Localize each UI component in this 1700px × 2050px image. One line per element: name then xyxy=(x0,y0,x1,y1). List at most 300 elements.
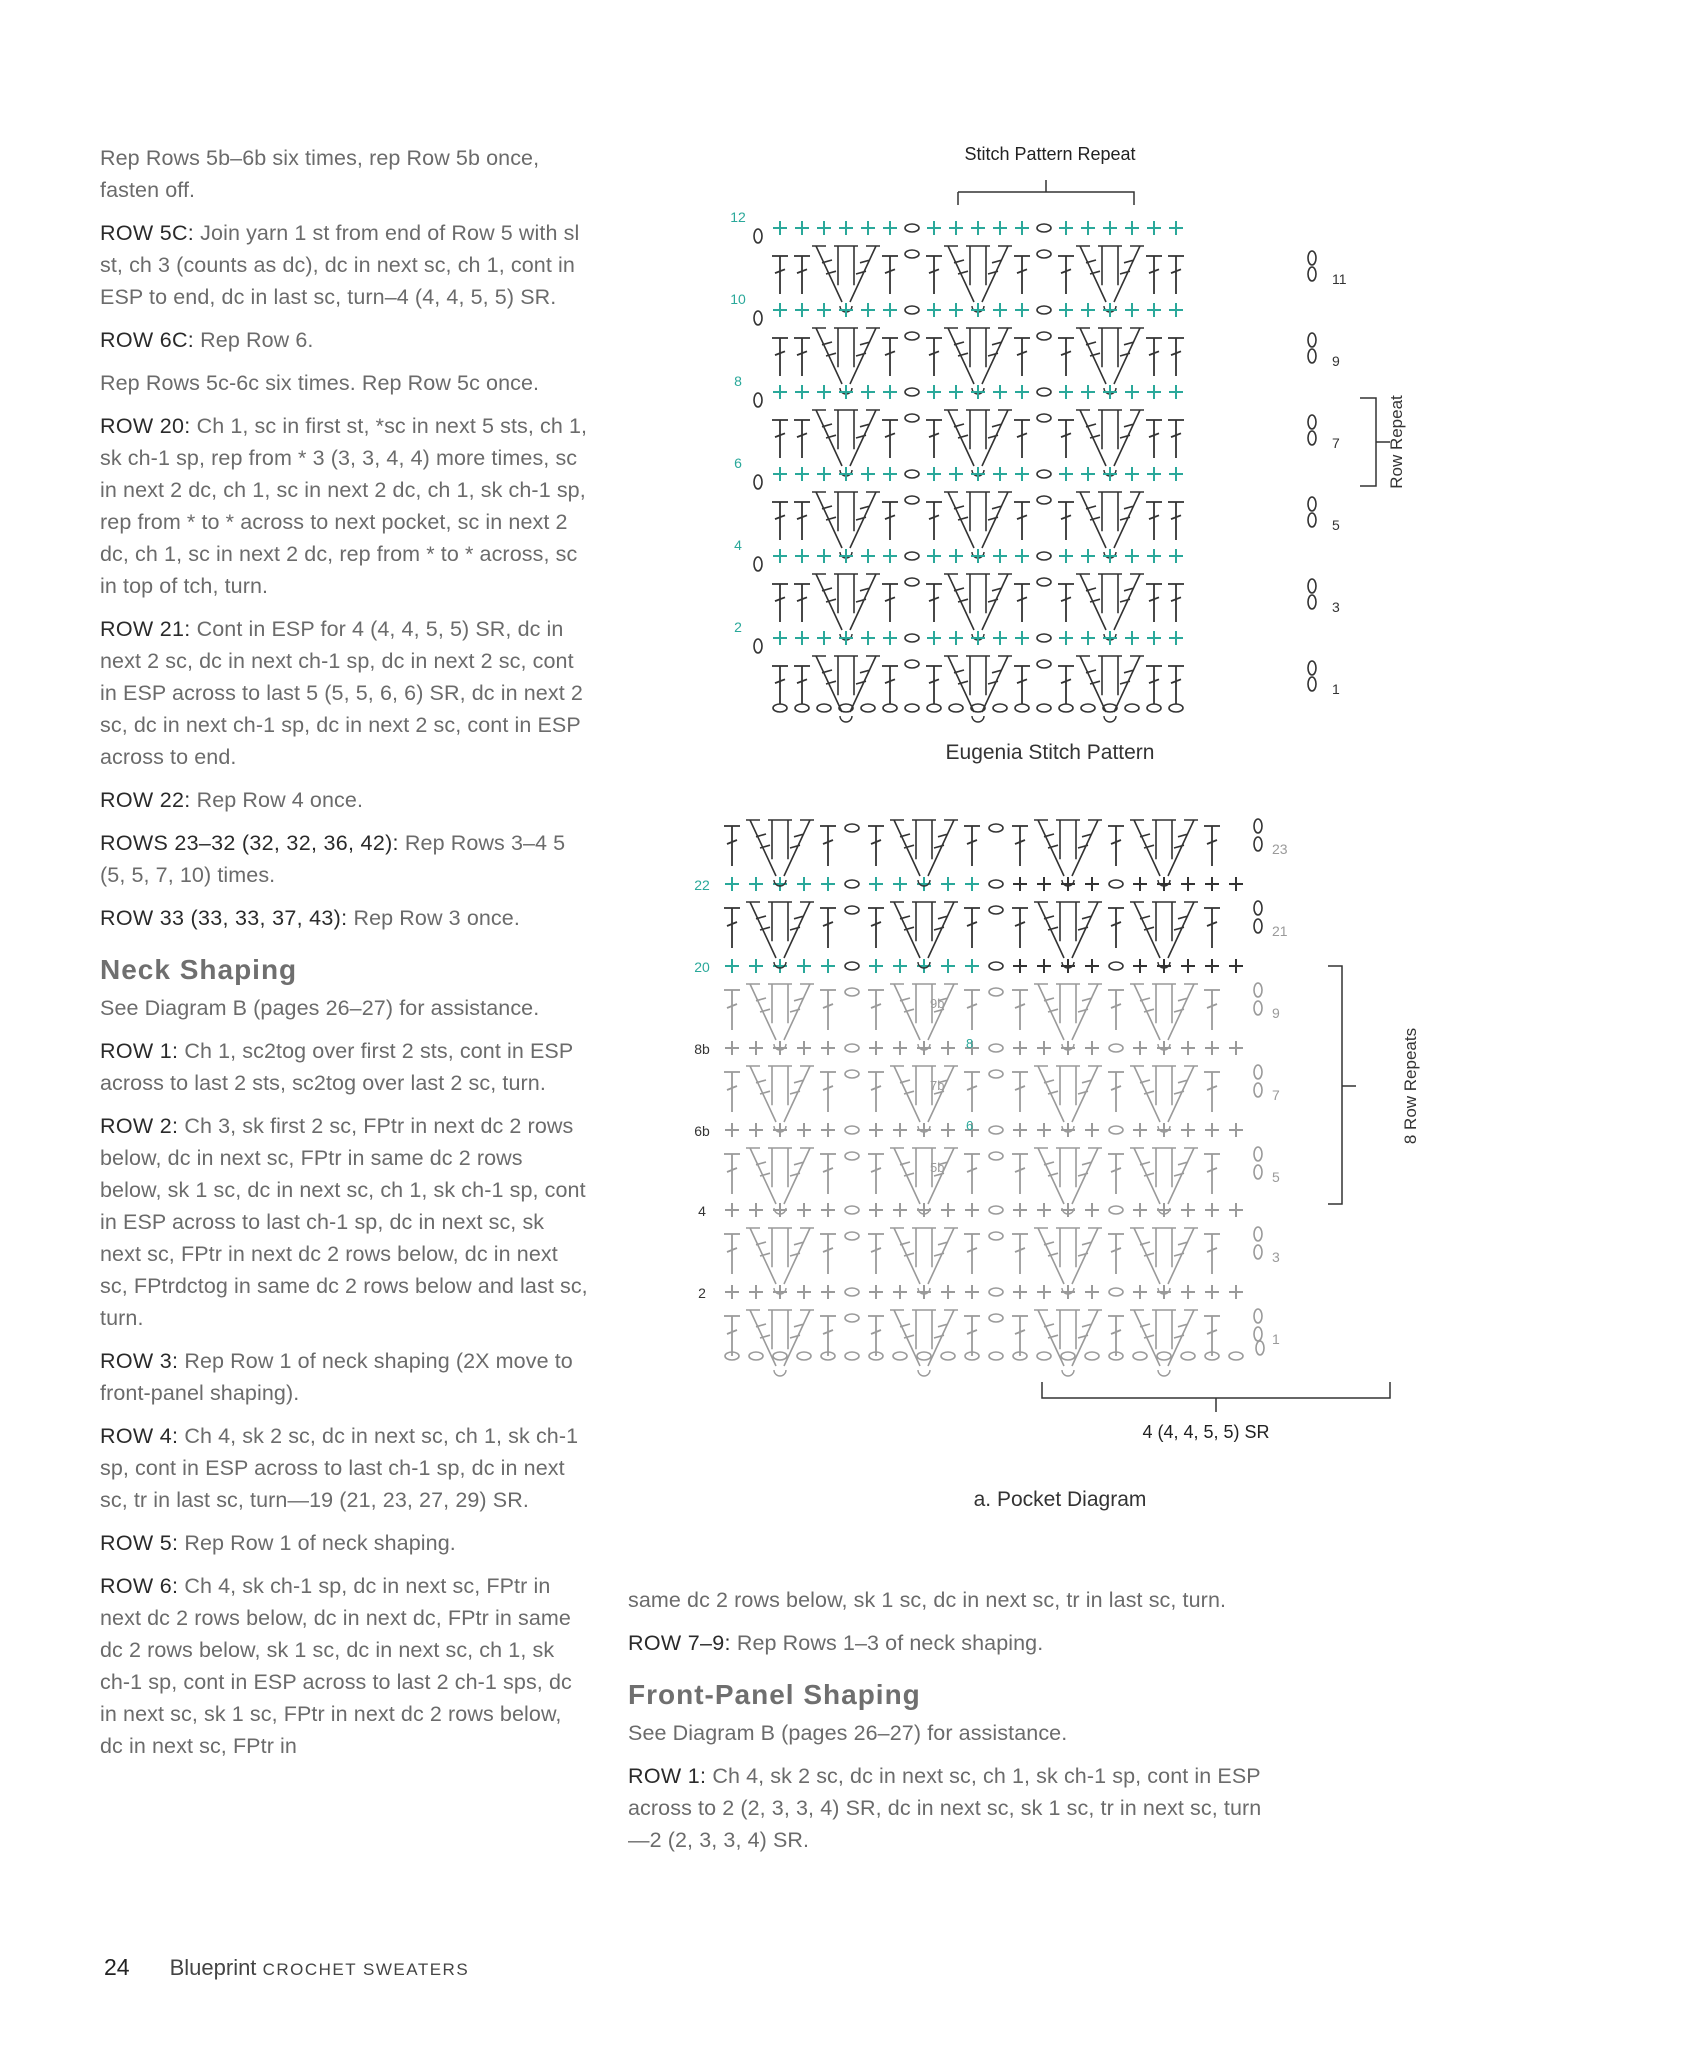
sc-symbol xyxy=(795,303,809,317)
sc-symbol xyxy=(1085,959,1099,973)
chain-symbol xyxy=(845,1288,859,1296)
row-label: ROW 1: xyxy=(628,1764,707,1788)
fptr-cluster-symbol xyxy=(1130,1066,1198,1122)
sc-symbol xyxy=(883,303,897,317)
chain-symbol xyxy=(1125,704,1139,712)
sc-symbol xyxy=(917,1203,931,1217)
sc-symbol xyxy=(965,1285,979,1299)
post-hook-symbol xyxy=(972,716,984,722)
sc-symbol xyxy=(795,221,809,235)
sc-symbol xyxy=(821,1041,835,1055)
sc-symbol xyxy=(927,467,941,481)
dc-pair-symbol xyxy=(1098,574,1122,613)
chain-symbol xyxy=(1254,1001,1262,1015)
sc-symbol xyxy=(861,385,875,399)
dc-symbol xyxy=(964,1072,980,1112)
sc-symbol xyxy=(797,1123,811,1137)
dc-pair-symbol xyxy=(912,820,936,859)
dc-pair-symbol xyxy=(1152,820,1176,859)
sc-symbol xyxy=(861,549,875,563)
dc-symbol xyxy=(882,256,898,294)
paragraph xyxy=(628,1760,1268,1856)
sc-symbol xyxy=(797,1285,811,1299)
sc-symbol xyxy=(941,1123,955,1137)
chain-symbol xyxy=(1103,704,1117,712)
neck-shaping-paragraphs xyxy=(100,992,590,1762)
chain-symbol xyxy=(1147,704,1161,712)
sc-symbol xyxy=(839,303,853,317)
sc-symbol xyxy=(817,221,831,235)
sc-symbol xyxy=(971,221,985,235)
chain-symbol xyxy=(1015,704,1029,712)
chain-symbol xyxy=(754,311,762,325)
dc-symbol xyxy=(882,338,898,376)
sc-symbol xyxy=(941,959,955,973)
sc-symbol xyxy=(1037,959,1051,973)
dc-pair-symbol xyxy=(1152,1228,1176,1267)
row-number-even: 4 xyxy=(698,1203,706,1219)
sc-symbol xyxy=(773,1203,787,1217)
paragraph xyxy=(100,142,590,206)
chain-symbol xyxy=(941,1352,955,1360)
chain-symbol xyxy=(917,1352,931,1360)
row-label: ROW 1: xyxy=(100,1039,179,1063)
pocket-row-label: 6 xyxy=(966,1118,974,1133)
fptr-cluster-symbol xyxy=(1034,1228,1102,1284)
sc-symbol xyxy=(795,385,809,399)
row-number-even: 20 xyxy=(694,959,710,975)
sc-symbol xyxy=(1181,1203,1195,1217)
post-hook-symbol xyxy=(918,1370,930,1376)
dc-symbol xyxy=(1012,826,1028,866)
dc-pair-symbol xyxy=(1098,246,1122,285)
chain-symbol xyxy=(1109,880,1123,888)
paragraph-text: Cont in ESP for 4 (4, 4, 5, 5) SR, dc in next 2 sc, dc in next ch-1 sp, dc in next 2 sc, cont in ESP across to last 5 (5, 5, 6, 6) SR, dc in next 2 sc, dc in next ch-1 sp, dc in next 2 sc, cont in ESP across to end. xyxy=(100,617,583,769)
row-number-odd: 9 xyxy=(1332,353,1340,369)
chain-symbol xyxy=(905,470,919,478)
dc-pair-symbol xyxy=(912,1310,936,1349)
row-number-even: 2 xyxy=(698,1285,706,1301)
dc-symbol xyxy=(1204,1316,1220,1356)
dc-symbol xyxy=(1168,666,1184,704)
dc-symbol xyxy=(1168,338,1184,376)
dc-pair-symbol xyxy=(912,902,936,941)
dc-pair-symbol xyxy=(768,1310,792,1349)
chain-symbol xyxy=(905,332,919,340)
dc-pair-symbol xyxy=(966,492,990,531)
sc-symbol xyxy=(1037,1203,1051,1217)
chain-symbol xyxy=(1308,661,1316,675)
row-label: ROW 2: xyxy=(100,1114,179,1138)
sc-symbol xyxy=(965,1203,979,1217)
row-label: ROW 21: xyxy=(100,617,191,641)
sc-symbol xyxy=(1147,467,1161,481)
sc-symbol xyxy=(797,959,811,973)
chain-symbol xyxy=(845,1352,859,1360)
sc-symbol xyxy=(839,631,853,645)
sr-bracket xyxy=(1042,1382,1390,1412)
dc-symbol xyxy=(1058,338,1074,376)
dc-symbol xyxy=(1058,256,1074,294)
page-number: 24 xyxy=(104,1954,130,1980)
sr-count-label: 4 (4, 4, 5, 5) SR xyxy=(1142,1422,1270,1442)
chain-symbol xyxy=(905,414,919,422)
sc-symbol xyxy=(993,631,1007,645)
left-paragraphs xyxy=(100,142,590,934)
row-number-even: 12 xyxy=(730,209,746,225)
dc-pair-symbol xyxy=(834,410,858,449)
sc-symbol xyxy=(1125,631,1139,645)
chain-symbol xyxy=(1256,1341,1264,1355)
dc-symbol xyxy=(1058,502,1074,540)
chain-symbol xyxy=(1308,431,1316,445)
sc-symbol xyxy=(941,1041,955,1055)
row-number-even: 22 xyxy=(694,877,710,893)
fptr-cluster-symbol xyxy=(1076,328,1144,384)
dc-symbol xyxy=(772,420,788,458)
paragraph xyxy=(100,827,590,891)
sc-symbol xyxy=(993,221,1007,235)
sc-symbol xyxy=(1133,877,1147,891)
sc-symbol xyxy=(1013,959,1027,973)
chain-symbol xyxy=(1254,1165,1262,1179)
paragraph-text: Rep Rows 3–4 5 (5, 5, 7, 10) times. xyxy=(100,831,566,887)
fptr-cluster-symbol xyxy=(944,410,1012,466)
dc-symbol xyxy=(1108,1316,1124,1356)
dc-symbol xyxy=(1014,338,1030,376)
sc-symbol xyxy=(725,1123,739,1137)
row-label: ROW 5: xyxy=(100,1531,179,1555)
chain-symbol xyxy=(754,639,762,653)
sc-symbol xyxy=(1229,1285,1243,1299)
sc-symbol xyxy=(1125,385,1139,399)
dc-pair-symbol xyxy=(834,574,858,613)
chain-symbol xyxy=(989,880,1003,888)
chain-symbol xyxy=(754,229,762,243)
chain-symbol xyxy=(1308,333,1316,347)
fptr-cluster-symbol xyxy=(746,902,814,958)
sc-symbol xyxy=(839,385,853,399)
page-footer xyxy=(104,1954,469,1981)
dc-symbol xyxy=(1012,1072,1028,1112)
chain-symbol xyxy=(1037,552,1051,560)
chain-symbol xyxy=(754,393,762,407)
fptr-cluster-symbol xyxy=(1130,1228,1198,1284)
paragraph xyxy=(100,410,590,602)
sc-symbol xyxy=(1085,1123,1099,1137)
sc-symbol xyxy=(869,1041,883,1055)
sc-symbol xyxy=(1059,303,1073,317)
dc-pair-symbol xyxy=(966,410,990,449)
dc-symbol xyxy=(794,584,810,622)
chain-symbol xyxy=(1109,1126,1123,1134)
sc-symbol xyxy=(1059,467,1073,481)
sc-symbol xyxy=(1015,631,1029,645)
dc-symbol xyxy=(794,338,810,376)
fptr-cluster-symbol xyxy=(746,1228,814,1284)
sc-symbol xyxy=(883,631,897,645)
row-label: ROW 33 (33, 33, 37, 43): xyxy=(100,906,348,930)
eugenia-caption: Eugenia Stitch Pattern xyxy=(945,741,1155,764)
sc-symbol xyxy=(965,877,979,891)
row-label: ROW 22: xyxy=(100,788,191,812)
fptr-cluster-symbol xyxy=(890,1228,958,1284)
sc-symbol xyxy=(971,303,985,317)
dc-symbol xyxy=(882,420,898,458)
sc-symbol xyxy=(949,631,963,645)
sc-symbol xyxy=(971,467,985,481)
dc-pair-symbol xyxy=(768,1148,792,1187)
paragraph-text: See Diagram B (pages 26–27) for assistance. xyxy=(628,1721,1068,1745)
dc-symbol xyxy=(1204,1072,1220,1112)
sc-symbol xyxy=(1133,1041,1147,1055)
sc-symbol xyxy=(893,1041,907,1055)
fptr-cluster-symbol xyxy=(812,492,880,548)
row-repeat-label: Row Repeat xyxy=(1387,395,1406,489)
chain-symbol xyxy=(1037,660,1051,668)
fptr-cluster-symbol xyxy=(1076,410,1144,466)
chain-symbol xyxy=(773,1352,787,1360)
sc-symbol xyxy=(869,1203,883,1217)
chain-symbol xyxy=(845,1070,859,1078)
dc-symbol xyxy=(724,826,740,866)
sc-symbol xyxy=(869,1123,883,1137)
row-label: ROW 4: xyxy=(100,1424,179,1448)
row-repeats-label: 8 Row Repeats xyxy=(1401,1027,1420,1145)
row-number-odd: 7 xyxy=(1272,1087,1280,1103)
row-number-even: 8 xyxy=(734,373,742,389)
sc-symbol xyxy=(1125,467,1139,481)
fptr-cluster-symbol xyxy=(1034,1066,1102,1122)
dc-pair-symbol xyxy=(1098,328,1122,367)
dc-symbol xyxy=(882,502,898,540)
sc-symbol xyxy=(1229,1123,1243,1137)
front-panel-heading: Front-Panel Shaping xyxy=(628,1679,921,1710)
sc-symbol xyxy=(1169,385,1183,399)
chain-symbol xyxy=(1109,962,1123,970)
dc-pair-symbol xyxy=(1056,820,1080,859)
dc-symbol xyxy=(1204,1154,1220,1194)
post-hook-symbol xyxy=(840,716,852,722)
sc-symbol xyxy=(725,959,739,973)
row-number-odd: 7 xyxy=(1332,435,1340,451)
chain-symbol xyxy=(905,552,919,560)
chain-symbol xyxy=(754,475,762,489)
sc-symbol xyxy=(883,385,897,399)
fptr-cluster-symbol xyxy=(746,1066,814,1122)
dc-symbol xyxy=(772,502,788,540)
dc-symbol xyxy=(964,990,980,1030)
chain-symbol xyxy=(845,1206,859,1214)
paragraph-text: Rep Row 1 of neck shaping (2X move to front-panel shaping). xyxy=(100,1349,573,1405)
sc-symbol xyxy=(817,549,831,563)
sc-symbol xyxy=(821,1203,835,1217)
sc-symbol xyxy=(1133,1203,1147,1217)
chain-symbol xyxy=(797,1352,811,1360)
dc-symbol xyxy=(1146,338,1162,376)
paragraph-text: Ch 1, sc in first st, *sc in next 5 sts, ch 1, sk ch-1 sp, rep from * 3 (3, 3, 4, 4) more times, sc in next 2 dc, ch 1, sc in next 2 dc, ch 1, sk ch-1 sp, rep from * to * across to next pocket, sc in next 2 dc, ch 1, sc in next 2 dc, rep from * to * across, sc in top of tch, turn. xyxy=(100,414,588,598)
sc-symbol xyxy=(1103,631,1117,645)
sc-symbol xyxy=(1205,959,1219,973)
paragraph xyxy=(100,367,590,399)
sc-symbol xyxy=(795,549,809,563)
dc-pair-symbol xyxy=(1152,902,1176,941)
chain-symbol xyxy=(905,578,919,586)
chain-symbol xyxy=(1037,224,1051,232)
sc-symbol xyxy=(1081,467,1095,481)
chain-symbol xyxy=(949,704,963,712)
sc-symbol xyxy=(1081,549,1095,563)
paragraph-text: Ch 4, sk 2 sc, dc in next sc, ch 1, sk ch-1 sp, cont in ESP across to 2 (2, 3, 3, 4) SR, dc in next sc, sk 1 sc, tr in next sc, turn—2 (2, 3, 3, 4) SR. xyxy=(628,1764,1262,1852)
paragraph xyxy=(100,1345,590,1409)
sc-symbol xyxy=(861,221,875,235)
sc-symbol xyxy=(1205,1123,1219,1137)
chain-symbol xyxy=(845,988,859,996)
sc-symbol xyxy=(1013,877,1027,891)
dc-symbol xyxy=(1168,420,1184,458)
sc-symbol xyxy=(1205,1041,1219,1055)
sc-symbol xyxy=(1015,385,1029,399)
dc-symbol xyxy=(1014,420,1030,458)
sc-symbol xyxy=(1125,303,1139,317)
chain-symbol xyxy=(1061,1352,1075,1360)
dc-pair-symbol xyxy=(768,820,792,859)
paragraph xyxy=(100,1570,590,1762)
dc-symbol xyxy=(1146,584,1162,622)
paragraph-text: Rep Rows 5b–6b six times, rep Row 5b once, fasten off. xyxy=(100,146,540,202)
sc-symbol xyxy=(949,385,963,399)
chain-symbol xyxy=(1081,704,1095,712)
sc-symbol xyxy=(1181,959,1195,973)
paragraph xyxy=(100,992,590,1024)
dc-symbol xyxy=(964,1234,980,1274)
chain-symbol xyxy=(1157,1352,1171,1360)
sc-symbol xyxy=(817,385,831,399)
chain-symbol xyxy=(1037,470,1051,478)
sc-symbol xyxy=(1085,1285,1099,1299)
sc-symbol xyxy=(1081,303,1095,317)
fptr-cluster-symbol xyxy=(1130,820,1198,876)
chain-symbol xyxy=(927,704,941,712)
chain-symbol xyxy=(989,1232,1003,1240)
sc-symbol xyxy=(773,549,787,563)
chain-symbol xyxy=(1059,704,1073,712)
sc-symbol xyxy=(1229,959,1243,973)
chain-symbol xyxy=(1037,250,1051,258)
chain-symbol xyxy=(1109,1044,1123,1052)
sc-symbol xyxy=(1015,549,1029,563)
dc-symbol xyxy=(1168,584,1184,622)
sc-symbol xyxy=(861,303,875,317)
fptr-cluster-symbol xyxy=(746,984,814,1040)
paragraph-text: Rep Row 4 once. xyxy=(196,788,364,812)
paragraph xyxy=(100,1035,590,1099)
sc-symbol xyxy=(749,1123,763,1137)
dc-symbol xyxy=(868,990,884,1030)
sc-symbol xyxy=(1103,303,1117,317)
paragraph-text: See Diagram B (pages 26–27) for assistance. xyxy=(100,996,540,1020)
dc-symbol xyxy=(1108,1234,1124,1274)
sc-symbol xyxy=(1085,877,1099,891)
chain-symbol xyxy=(1037,414,1051,422)
chain-symbol xyxy=(893,1352,907,1360)
dc-symbol xyxy=(868,1234,884,1274)
chain-symbol xyxy=(905,224,919,232)
pocket-row-label: 8 xyxy=(966,1036,974,1051)
sc-symbol xyxy=(1147,631,1161,645)
sc-symbol xyxy=(817,467,831,481)
dc-symbol xyxy=(868,826,884,866)
chain-symbol xyxy=(845,906,859,914)
sc-symbol xyxy=(1059,385,1073,399)
fptr-cluster-symbol xyxy=(1130,1148,1198,1204)
dc-symbol xyxy=(1014,256,1030,294)
sc-symbol xyxy=(1133,1285,1147,1299)
sc-symbol xyxy=(941,1203,955,1217)
sc-symbol xyxy=(821,1123,835,1137)
sc-symbol xyxy=(1181,877,1195,891)
sc-symbol xyxy=(1229,877,1243,891)
dc-pair-symbol xyxy=(966,328,990,367)
sc-symbol xyxy=(1013,1285,1027,1299)
chain-symbol xyxy=(1254,1083,1262,1097)
chain-symbol xyxy=(1308,497,1316,511)
fptr-cluster-symbol xyxy=(890,1310,958,1366)
dc-symbol xyxy=(1058,584,1074,622)
sc-symbol xyxy=(883,549,897,563)
dc-pair-symbol xyxy=(1056,1228,1080,1267)
sc-symbol xyxy=(893,1203,907,1217)
repeat-bracket xyxy=(958,180,1134,205)
dc-symbol xyxy=(1108,826,1124,866)
chain-symbol xyxy=(1169,704,1183,712)
row-label: ROW 6: xyxy=(100,1574,179,1598)
sc-symbol xyxy=(749,877,763,891)
dc-pair-symbol xyxy=(1098,656,1122,695)
dc-pair-symbol xyxy=(834,328,858,367)
dc-pair-symbol xyxy=(1056,902,1080,941)
dc-symbol xyxy=(882,666,898,704)
dc-symbol xyxy=(926,666,942,704)
dc-symbol xyxy=(964,1316,980,1356)
sc-symbol xyxy=(1205,1203,1219,1217)
sc-symbol xyxy=(1169,467,1183,481)
fptr-cluster-symbol xyxy=(1076,574,1144,630)
dc-symbol xyxy=(1108,990,1124,1030)
sc-symbol xyxy=(971,549,985,563)
chain-symbol xyxy=(989,1152,1003,1160)
paragraph-text: Ch 4, sk ch-1 sp, dc in next sc, FPtr in next dc 2 rows below, dc in next dc, FPtr in same dc 2 rows below, sk 1 sc, dc in next sc, ch 1, sk ch-1 sp, cont in ESP across to last 2 ch-1 sps, dc in next sc, sk 1 sc, FPtr in next dc 2 rows below, dc in next sc, FPtr in xyxy=(100,1574,572,1758)
right-paragraphs xyxy=(628,1584,1268,1659)
dc-symbol xyxy=(1204,1234,1220,1274)
sc-symbol xyxy=(1205,1285,1219,1299)
dc-pair-symbol xyxy=(966,246,990,285)
chain-symbol xyxy=(1254,1227,1262,1241)
sc-symbol xyxy=(869,959,883,973)
pocket-row-label: 5b xyxy=(930,1160,945,1175)
dc-symbol xyxy=(926,256,942,294)
chain-symbol xyxy=(905,660,919,668)
chain-symbol xyxy=(1254,919,1262,933)
dc-symbol xyxy=(724,1154,740,1194)
dc-symbol xyxy=(1014,666,1030,704)
dc-symbol xyxy=(1058,666,1074,704)
sc-symbol xyxy=(861,631,875,645)
post-hook-symbol xyxy=(774,1370,786,1376)
dc-symbol xyxy=(1108,908,1124,948)
sc-symbol xyxy=(1205,877,1219,891)
sc-symbol xyxy=(941,1285,955,1299)
